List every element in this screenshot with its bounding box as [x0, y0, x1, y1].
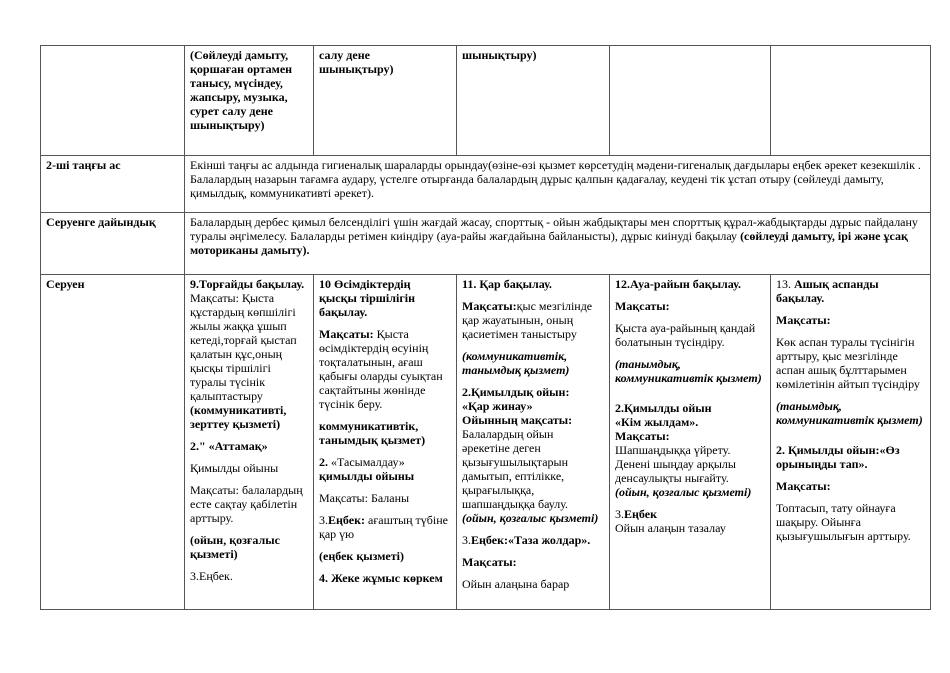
cell-walk-fri [771, 275, 931, 610]
walk-tag: (коммуникативтік, танымдық қызмет) [462, 349, 570, 377]
walk-tag: (танымдық, коммуникативтік қызмет) [615, 357, 762, 385]
text-line: қоршаған ортамен [190, 62, 293, 76]
walk-game-type: Қимылды ойыны [190, 461, 279, 475]
cell-wed-continuation [457, 46, 610, 156]
walk-title [776, 277, 925, 305]
table-row-walk [41, 275, 931, 610]
walk-goal-2: Топтасып, тату ойнауға шақыру. Ойынға қызығушылығын арттыру. [776, 501, 911, 543]
walk-goal-2-label: Мақсаты: [615, 429, 670, 443]
text-line: (Сөйлеуді дамыту, [190, 48, 289, 62]
text-line: шынықтыру) [190, 118, 265, 132]
row-label: Серуенге дайындық [41, 213, 185, 275]
walk-work [319, 513, 451, 541]
walk-tag-2: (ойын, қозғалыс қызметі) [615, 485, 752, 499]
walk-game: 2." «Аттамақ» [190, 439, 268, 453]
goal-text: Қыста ауа-райының қандай болатынын түсіндіру. [615, 321, 756, 349]
cell-empty [771, 46, 931, 156]
spacer [615, 393, 765, 401]
walk-tag: (коммуникативті, зерттеу қызметі) [190, 403, 287, 431]
work-num: 3. [615, 507, 624, 521]
walk-goal-2: Мақсаты: балалардың есте сақтау қабілетін арттыру. [190, 483, 303, 525]
walk-tag: коммуникативтік, танымдық қызмет) [319, 419, 426, 447]
goal-label: Мақсаты: [319, 327, 374, 341]
cell-empty [610, 46, 771, 156]
cell-walk-mon [185, 275, 314, 610]
walk-individual: 4. Жеке жұмыс көркем [319, 571, 443, 585]
work-text: Ойын алаңын тазалау [615, 521, 726, 535]
walk-title: 10 Өсімдіктердің қысқы тіршілігін бақылау. [319, 277, 416, 319]
walk-title: 12.Ауа-райын бақылау. [615, 277, 741, 291]
walk-goal-2: Балалардың ойын әрекетіне деген қызығушылықтарын дамытып, ептілікке, қырағылыққа, шапшаңдыққа баулу. [462, 427, 569, 511]
goal-label: Мақсаты: [615, 299, 670, 313]
title-num: 13. [776, 277, 794, 291]
cell-walk-tue [314, 275, 457, 610]
walk-goal [462, 299, 604, 341]
walk-goal-3-text: Ойын алаңына барар [462, 577, 570, 591]
walk-game-type: қимылды ойыны [319, 469, 415, 483]
title-text: Ашық аспанды бақылау. [776, 277, 879, 305]
walk-tag: (танымдық, коммуникативтік қызмет) [776, 399, 923, 427]
walk-work [615, 507, 765, 521]
walk-game: 2. Қимылды ойын:«Өз орыныңды тап». [776, 443, 900, 471]
walk-goal-2: Мақсаты: Баланы [319, 491, 410, 505]
plan-table [40, 45, 931, 610]
text-line: салу дене [319, 48, 370, 62]
work-label: Еңбек:«Таза жолдар». [471, 533, 591, 547]
work-num: 3. [462, 533, 471, 547]
cell-mon-continuation [185, 46, 314, 156]
walk-goal-3: Мақсаты: [462, 555, 517, 569]
cell-walk-wed [457, 275, 610, 610]
walk-game: 2.Қимылдық ойын: [462, 385, 570, 399]
cell-walk-thu [610, 275, 771, 610]
table-row-walk-prep [41, 213, 931, 275]
walk-goal: Мақсаты: Қыста құстардың көпшілігі жылы жаққа ұшып кетеді,торғай қыстап қалатын құс,оның қысқы тіршілігі туралы түсінік қалыптастыру [190, 291, 297, 403]
walk-goal-2: Шапшаңдыққа үйрету. Денені шыңдау арқылы денсаулықты нығайту. [615, 443, 736, 485]
walk-tag-2: (ойын, қозғалыс қызметі) [462, 511, 599, 525]
goal-text: қыс мезгілінде қар жауатынын, оның қасиетімен таныстыру [462, 299, 593, 341]
work-label: Еңбек [624, 507, 657, 521]
walk-goal-2-label: Мақсаты: [776, 479, 831, 493]
walk-game-name: «Қар жинау» [462, 399, 533, 413]
text-line: жапсыру, музыка, [190, 90, 288, 104]
goal-label: Мақсаты: [776, 313, 831, 327]
walk-game [319, 455, 451, 469]
row-text: Екінші таңғы ас алдында гигиеналық шараларды орындау(өзіне-өзі қызмет көрсетудің мәдени-гигеналық дағдылары еңбек әрекет кезекшілік . Балалардың назарын тағамға аудару, үстелге отырғанда балалардың дұрыс қалпын қадағалау, кеудені тік ұстап отыру (сөйлеуді дамыту, қимылдық, коммуникативті әрекет). [185, 156, 931, 213]
text-line: танысу, мүсіндеу, [190, 76, 283, 90]
goal-label: Мақсаты: [462, 299, 517, 313]
row-label: Серуен [41, 275, 185, 610]
work-label: Еңбек: [328, 513, 365, 527]
goal-text: Көк аспан туралы түсінігін арттыру, қыс мезгілінде аспан ашық бұлттарымен көмілетінін айтып түсіндіру [776, 335, 920, 391]
walk-goal-2-label: Ойынның мақсаты: [462, 413, 573, 427]
text-line: шынықтыру) [319, 62, 394, 76]
game-num: 2. [319, 455, 328, 469]
row-text [185, 213, 931, 275]
walk-work [462, 533, 604, 547]
goal-text: Қыста өсімдіктердің өсуінің тоқталатынын, ағаш қабығы оларды суықтан сақтайтыны жөнінде түсінік беру. [319, 327, 443, 411]
walk-game-name: «Кім жылдам». [615, 415, 699, 429]
walk-tag-2: (ойын, қозғалыс қызметі) [190, 533, 280, 561]
game-name: «Тасымалдау» [328, 455, 405, 469]
walk-tag-2: (еңбек қызметі) [319, 549, 404, 563]
table-row-second-breakfast [41, 156, 931, 213]
cell-tue-continuation [314, 46, 457, 156]
walk-goal [319, 327, 451, 411]
text-line: сурет салу дене [190, 104, 274, 118]
text-line: шынықтыру) [462, 48, 537, 62]
row-label: 2-ші таңғы ас [41, 156, 185, 213]
row-text-plain: Балалардың дербес қимыл белсенділігі үшін жағдай жасау, спорттық - ойын жабдықтары мен спорттық құрал-жабдықтарды дұрыс пайдалану туралы әңгімелесу. Балаларды ретімен киіндіру (ауа-райы жағдайына байланысты), дұрыс киінуді бақылау [190, 215, 918, 243]
work-num: 3. [319, 513, 328, 527]
walk-title: 9.Торғайды бақылау. [190, 277, 305, 291]
table-row-continuation [41, 46, 931, 156]
walk-title: 11. Қар бақылау. [462, 277, 552, 291]
walk-game: 2.Қимылды ойын [615, 401, 712, 415]
row-text-bold: (сөйлеуді дамыту, ірі және ұсақ моториканы дамыту). [190, 229, 908, 257]
spacer [776, 435, 925, 443]
walk-work: 3.Еңбек. [190, 569, 233, 583]
cell-empty [41, 46, 185, 156]
work-text: ағаштың түбіне қар үю [319, 513, 448, 541]
